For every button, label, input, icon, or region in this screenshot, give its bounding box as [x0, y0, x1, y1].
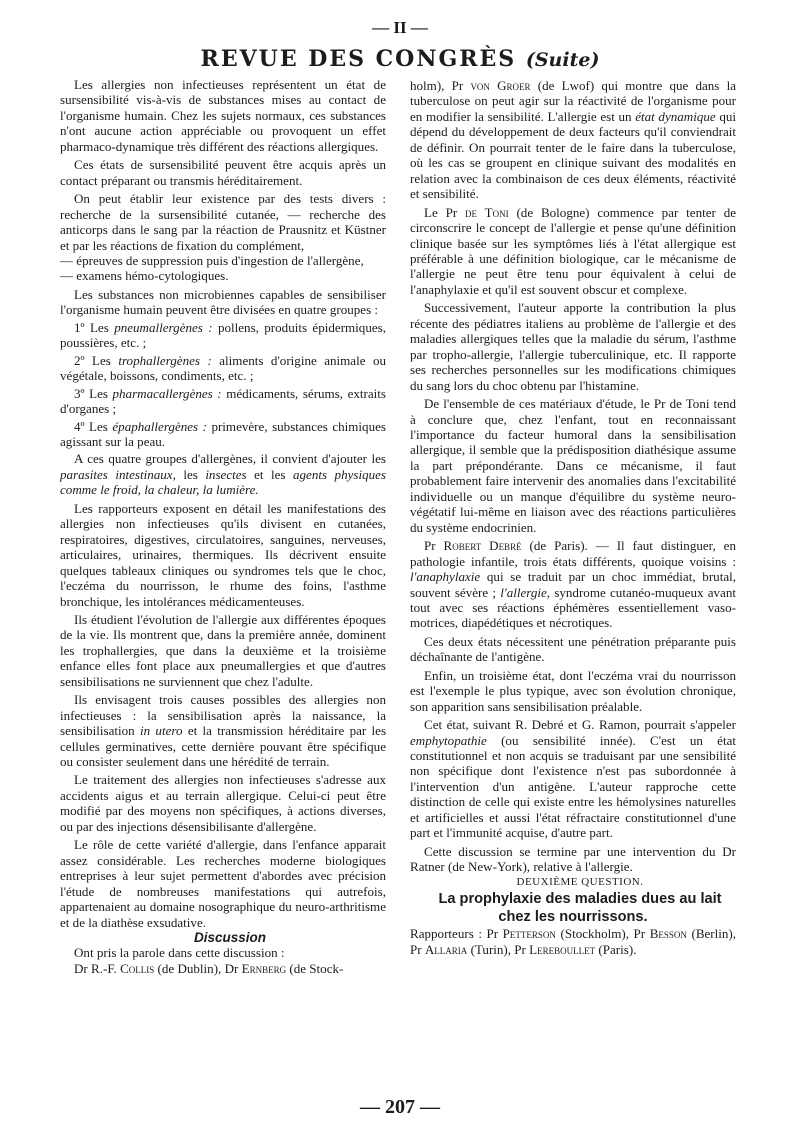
paragraph: Ils étudient l'évolution de l'allergie aux différentes époques de la vie. Ils montrent que, dans la première année, dominent les trophallergies, que dans la deuxième et la troisième enfance elles font place aux pneumallergies et que d'autres sensibilisations ne surviennent que chez l'adulte. [60, 611, 386, 689]
item-number: 2º Les [74, 352, 111, 368]
item-text: pollens, produits épidermiques, poussières, etc. ; [60, 319, 386, 351]
text-run: On peut établir leur existence par des tests divers : recherche de la sursensibilité cutanée, — recherche des anticorps dans le sang par la réaction de Prausnitz et Küstner et par les réactions de fixation du complément, [60, 191, 386, 253]
text-run: Dr R.-F. [74, 960, 117, 976]
person-name: de Toni [465, 204, 509, 220]
running-title-suffix: (Suite) [525, 49, 600, 71]
text-run: (de Dublin), Dr [157, 960, 239, 976]
paragraph [410, 717, 736, 841]
paragraph [410, 205, 736, 298]
paragraph [410, 78, 736, 202]
emphasis: in utero [139, 723, 183, 739]
text-run: (de Bologne) commence par tenter de circonscrire le concept de l'allergie et pense qu'une définition clinique basée sur les symptômes liés à l'état allergique est préférable à une définition biologique, car le mécanisme de l'allergie ne peut être tenu pour équivalent à celui de l'anaphylaxie et qu'il est souvent obscur et complexe. [410, 204, 737, 297]
discussion-heading: Discussion [193, 930, 267, 946]
text-run: (de Paris). — Il faut distinguer, en pathologie infantile, trois états différents, quoique voisins : [410, 538, 737, 569]
text-run: holm), Pr [410, 78, 464, 93]
paragraph: Cette discussion se termine par une intervention du Dr Ratner (de New-York), relative à l'allergie. [410, 843, 736, 875]
text-run: (de Lwof) qui montre que dans la tuberculose on peut agir sur la réactivité de l'organisme pour en modifier la sensibilité. L'allergie est un [410, 78, 737, 124]
text-run: Ils envisagent trois causes possibles des allergies non infectieuses : la sensibilisation après la naissance, la sensibilisation [60, 692, 386, 739]
person-name: Collis [120, 960, 155, 976]
item-number: 1º Les [74, 319, 109, 335]
paragraph [410, 538, 736, 631]
text-run: qui se traduit par un choc immédiat, brutal, souvent sévère ; [410, 569, 737, 600]
question-heading: DEUXIÈME QUESTION. [516, 875, 644, 888]
text-run: A ces quatre groupes d'allergènes, il convient d'ajouter les [74, 451, 386, 467]
person-name: Besson [649, 926, 687, 942]
list-item [60, 419, 386, 450]
paragraph: Les rapporteurs exposent en détail les manifestations des allergies non infectieuses qu'ils divisent en cutanées, respiratoires, digestives, circulatoires, sanguines, nerveuses, articulaires, urinaires, thermiques. Ils décrivent ensuite quelques tableaux cliniques ou syndromes tels que le choc, l'eczéma du nourrisson, le rhume des foins, l'asthme bronchique, les intolérances médicamenteuses. [60, 500, 386, 609]
list-item [60, 386, 386, 417]
paragraph: Enfin, un troisième état, dont l'eczéma vrai du nourrisson est l'exemple le plus typique, avec son évolution chronique, son apparition sans sensibilisation préalable. [410, 667, 736, 714]
emphasis: insectes [205, 466, 247, 482]
page-number: — 207 — [360, 1096, 440, 1118]
paragraph [60, 191, 386, 253]
item-term: épaphallergènes : [112, 418, 207, 434]
text-run: Rapporteurs : Pr [410, 926, 499, 942]
paragraph [60, 961, 386, 976]
item-text: primevère, substances chimiques agissant sur la peau. [60, 418, 386, 449]
text-run: (de Stock- [289, 960, 344, 976]
paragraph [410, 926, 736, 957]
paragraph: Le traitement des allergies non infectieuses s'adresse aux accidents aigus et au terrain allergique. Celui-ci peut être modifié par des moyens non spécifiques, à actions diverses, ou par des injections désensibilisante d'allergène. [60, 772, 386, 834]
emphasis: état dynamique [635, 108, 716, 124]
paragraph: — épreuves de suppression puis d'ingestion de l'allergène, [60, 252, 364, 268]
paragraph [60, 451, 386, 497]
section-title: La prophylaxie des maladies dues au lait chez les nourrissons. [438, 891, 722, 926]
emphasis: agents physiques comme le froid, la chaleur, la lumière. [60, 466, 387, 498]
paragraph: Ces états de sursensibilité peuvent être acquis après un contact préparant ou transmis héréditairement. [60, 157, 386, 188]
text-run: (Stockholm), Pr [560, 926, 646, 942]
emphasis: parasites intestinaux, [60, 466, 176, 482]
paragraph: — examens hémo-cytologiques. [60, 268, 229, 284]
running-title [0, 46, 800, 72]
text-run: et la transmission héréditaire par les cellules germinatives, cette dernière pouvant être spécifique ou consister seulement dans une hérédité de terrain. [60, 723, 387, 770]
paragraph: Ces deux états nécessitent une pénétration préparante puis déchaînante de l'antigène. [410, 633, 736, 665]
text-run: les [183, 466, 198, 482]
paragraph: De l'ensemble de ces matériaux d'étude, le Pr de Toni tend à conclure que, chez l'enfant, tout en reconnaissant l'importance du facteur humoral dans la sensibilisation allergique, il semble que la prédisposition diathésique assume la part prépondérante. Dans ce mécanisme, il faut probablement faire intervenir des anomalies dans l'excitabilité individuelle ou un manque d'équilibre du système neuro-végétatif lui-même en liaison avec des réactions particulières du système endocrinien. [410, 396, 736, 535]
paragraph: Ont pris la parole dans cette discussion : [74, 945, 285, 961]
item-term: pneumallergènes : [114, 319, 213, 335]
item-term: trophallergènes : [118, 352, 212, 368]
running-title-text: REVUE DES CONGRÈS [200, 46, 517, 72]
item-text: aliments d'origine animale ou végétale, boissons, condiments, etc. ; [60, 352, 387, 384]
text-run: Pr [424, 538, 436, 554]
person-name: Robert Debré [443, 538, 522, 554]
paragraph [60, 692, 386, 769]
person-name: Ernberg [241, 960, 287, 976]
text-run: (Paris). [598, 941, 637, 957]
right-column [410, 78, 736, 957]
text-run: (Turin), Pr [470, 941, 526, 957]
text-run: qui dépend du développement de deux facteurs qu'il conviendrait de définir. On pourrait tenter de le faire dans la tuberculose, où les cas se groupent en clinique suivant des modalités en relation avec la combinaison de ces deux éléments, réactivité et sensibilité. [410, 108, 737, 202]
text-run: (ou sensibilité innée). C'est un état constitutionnel et non acquis se traduisant par une sensibilité non spécifique dont l'existence n'est pas subordonnée à l'intervention d'un antigène. L'auteur rapproche cette distinction de celle qui existe entre les hémolysines naturelles et artificielles et aussi l'état réfractaire constitutionnel d'une part et l'immunité acquise, d'autre part. [410, 732, 736, 841]
page-folio-top: — II — [372, 18, 428, 37]
text-run: Cet état, suivant R. Debré et G. Ramon, pourrait s'appeler [424, 717, 736, 733]
text-run: et les [254, 466, 286, 482]
paragraph: Les allergies non infectieuses représentent un état de sursensibilité vis-à-vis de substances mises au contact de l'organisme humain. Chez les sujets normaux, ces substances n'ont aucune action appréciable ou provoquent un effet pharmaco-dynamique très différent des réactions allergiques. [60, 77, 386, 154]
text-run: syndrome cutanéo-muqueux avant tout avec ses réactions éphémères essentiellement vaso-motrices, diapédétiques et nécrotiques. [410, 584, 736, 631]
text-run: (Berlin), Pr [410, 926, 737, 957]
list-item [60, 353, 386, 384]
person-name: Petterson [502, 926, 556, 942]
paragraph: Le rôle de cette variété d'allergie, dans l'enfance apparait assez considérable. Les recherches moderne biologiques entreprises à leur sujet permettent d'abordes avec précision l'étude de nombreuses manifestations qui autrefois, appartenaient au domaine nosographique du neuro-arthritisme et de la diathèse exsudative. [60, 837, 386, 930]
paragraph: Les substances non microbiennes capables de sensibiliser l'organisme humain peuvent être divisées en quatre groupes : [60, 286, 386, 318]
item-text: médicaments, sérums, extraits d'organes ; [60, 385, 386, 417]
person-name: von Groer [470, 78, 531, 93]
item-number: 4º Les [74, 418, 108, 434]
person-name: Lereboullet [529, 941, 596, 957]
emphasis: emphytopathie [410, 732, 487, 748]
left-column [60, 77, 386, 976]
item-term: pharmacallergènes : [112, 385, 222, 401]
item-number: 3º Les [74, 385, 108, 401]
paragraph: Successivement, l'auteur apporte la contribution la plus récente des pédiatres italiens au problème de l'allergie et des maladies allergiques telles que la maladie du sérum, l'asthme par tropho-allergie, l'allergie tuberculinique, etc. Il rapporte ses recherches personnelles sur les modifications chimiques du sang lors du choc obtenu par l'histamine. [410, 300, 736, 393]
person-name: Allaria [424, 941, 468, 957]
text-run: Le Pr [424, 204, 458, 220]
emphasis: l'anaphylaxie [410, 569, 481, 585]
emphasis: l'allergie, [500, 584, 551, 600]
list-item [60, 320, 386, 351]
